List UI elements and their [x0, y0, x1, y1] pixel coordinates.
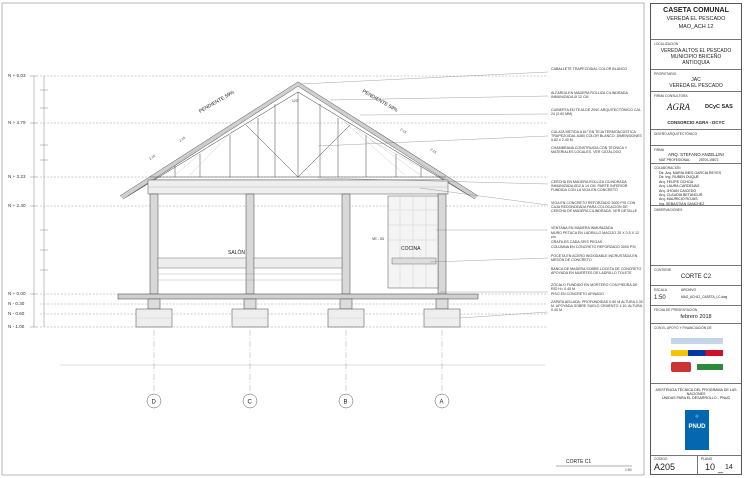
- contiene-label: CONTIENE: [654, 268, 672, 272]
- project-place: VEREDA EL PESCADO: [666, 16, 726, 22]
- tb-contiene: [651, 266, 741, 286]
- bench-right: [254, 258, 342, 268]
- bench-left: [158, 258, 246, 268]
- fecha-label: FECHA DE PRESENTACIÓN: [654, 308, 698, 312]
- consorcio: CONSORCIO AGRA - DCYC: [667, 120, 725, 125]
- vertical-dimension-chains: [30, 76, 48, 327]
- localizacion-line: ANTIOQUIA: [682, 60, 710, 66]
- tb-observaciones: [651, 206, 741, 266]
- note: CUBIERTA EN TEJA DE ZINC ARQUITECTÓNICO CAL 24 (0.60 MM): [551, 108, 641, 117]
- pnud-logo: [685, 410, 709, 450]
- tb-firma: [651, 146, 741, 164]
- level-3-23: N + 3.23: [8, 174, 26, 179]
- mat-number: 25700-15872: [699, 158, 719, 162]
- project-title: CASETA COMUNAL: [663, 7, 729, 14]
- level-lines: [40, 76, 548, 327]
- title-block: [650, 3, 742, 475]
- observaciones-label: OBSERVACIONES: [654, 208, 683, 212]
- archivo-value: MAO_ACH12_CASETA_LC.dwg: [681, 295, 728, 299]
- propietario-label: PROPIETARIO: [654, 72, 677, 76]
- note: CULATA METIDA A 61° EN TEJA TERMOACÚSTICA TRAPEZOIDAL A360 COLOR BLANCO. DIMENSIONES 0.82 x 2.40 M: [551, 130, 642, 143]
- colaboracion-label: COLABORACIÓN: [654, 166, 681, 170]
- pnud-text: PNUD: [688, 424, 706, 430]
- colaborador: Dir. Ing. RUBEN DUQUE: [659, 175, 699, 180]
- axis-d: D: [151, 399, 156, 406]
- level-0-00: N + 0.00: [8, 291, 26, 296]
- colaborador: Arq. CLAUDIA BETANCUR: [659, 193, 703, 198]
- roof-angle: 120°: [292, 99, 300, 103]
- level-4-79: N + 4.79: [8, 120, 26, 125]
- sponsor-logo: [671, 338, 723, 344]
- mat-label: MAT PROFESIONAL: [659, 158, 691, 162]
- ve-tag: VE - 03: [372, 237, 384, 241]
- pendiente-left: PENDIENTE 59%: [198, 89, 236, 115]
- note: VENTANA EN MADERA INMUNIZADA: [551, 226, 614, 230]
- sponsor-logo: [671, 362, 691, 372]
- tb-codigo-plano: CODIGO A205 PLANO 10 _ 14: [654, 457, 733, 473]
- colaborador: Arq. FELIPE OCHOA: [659, 179, 694, 184]
- codigo-label: CODIGO: [654, 457, 668, 461]
- sponsor-logo: [671, 350, 723, 356]
- note: VIGA EN CONCRETO REFORZADO 3000 PSI CON CAJA REDONDEADA PARA COLOCACIÓN DE CERCHA DE MADERA CILINDRADA. VER DETALLE: [551, 201, 638, 214]
- note: PISO EN CONCRETO AFINADO: [551, 292, 604, 296]
- tb-diseno: [651, 130, 741, 146]
- consultora-label: FIRMA CONSULTORA: [654, 94, 688, 98]
- plano-value: 10: [705, 462, 716, 472]
- codigo-value: A205: [654, 462, 676, 472]
- section-scale-mark: 1:50: [625, 468, 632, 472]
- colaborador: Dir. Arq. MARIA INES GARCIA REYES: [659, 171, 722, 175]
- axis-bubbles: [147, 394, 449, 408]
- escala-label: ESCALA: [654, 288, 668, 292]
- kitchen-counter: [392, 258, 436, 264]
- note: ZÓCALO FUNDIDO EN MORTERO CON PIEDRA DE RÍO H= 0.40 M: [551, 283, 638, 292]
- fecha-value: febrero 2018: [680, 314, 712, 320]
- localizacion-line: MUNICIPIO BRICEÑO: [670, 54, 722, 60]
- axis-a: A: [439, 399, 444, 406]
- tb-propietario: [651, 70, 741, 92]
- un-emblem-icon: ◎: [695, 414, 699, 418]
- pendiente-right: PENDIENTE 59%: [361, 88, 399, 114]
- note: CERCHA EN MADERA ROLLIZA CILINDRADA INMUNIZADA Ø12 A 14 CM. PARTE INFERIOR FUNDIDA CON LA VIGA EN CONCRETO: [551, 180, 628, 193]
- note: MURO PETACA EN LADRILLO MACIZO 25 X 0.5 X 12 cm.: [551, 231, 640, 240]
- plano-total: 14: [725, 464, 733, 471]
- tb-consultora: [651, 92, 741, 130]
- note: ALFARDA EN MADERA ROLLIZA CILINDRADA INMUNIZADA Ø 12 CM: [551, 91, 628, 100]
- section-title: CORTE C1: [566, 459, 592, 465]
- project-code: MAO_ACH 12: [678, 24, 714, 30]
- level-6-03: N + 6.03: [8, 73, 26, 78]
- room-cocina: COCINA: [401, 246, 421, 252]
- tb-colaboracion: [651, 164, 741, 206]
- agra-logo: AGRA: [667, 102, 690, 112]
- roof-dim: 2.15: [429, 147, 438, 155]
- propietario-line: JAC: [691, 77, 701, 83]
- tb-asistencia: [651, 384, 741, 456]
- propietario-line: VEREDA EL PESCADO: [669, 83, 723, 89]
- tb-header: [651, 4, 741, 40]
- note: POCETA EN ACERO INOXIDABLE INCRUSTADA EN MESÓN DE CONCRETO: [551, 254, 638, 263]
- dcyc-logo: DCyC SAS: [705, 104, 733, 110]
- note: BANCA DE MADERA SOBRE LOCETA DE CONCRETO APOYADA EN MUERTES DE LADRILLO TOLETE: [551, 267, 642, 276]
- asistencia-line: ASISTENCIA TÉCNICA DEL PROGRAMA DE LAS: [655, 388, 737, 392]
- contiene-value: CORTE C2: [680, 274, 712, 280]
- diseno-label: DISEÑO ARQUITECTÓNICO: [654, 132, 698, 136]
- colaborador: Arq. LAURA CARDENAS: [659, 184, 700, 189]
- asistencia-line: NACIONES: [686, 392, 706, 396]
- archivo-label: ARCHIVO: [681, 288, 697, 292]
- colaborador: Arq. MAURICIO ROJAS: [659, 197, 698, 202]
- colaborador: Ing. SEBASTIAN SANCHEZ: [659, 201, 705, 206]
- axis-b: B: [343, 399, 348, 406]
- axis-lines: [154, 330, 442, 393]
- level-minus-0-60: N - 0.60: [8, 311, 25, 316]
- note: ZAPATA AISLADA: PROFUNDIDAD 0.60 M ALTURA 0.30 M. APOYADA SOBRE SUELO CEMENTO 1:10. ALTURA 0.40 M: [551, 300, 643, 313]
- floor-slab: [118, 294, 478, 299]
- note: COLUMNA EN CONCRETO REFORZADO 3000 PSI: [551, 245, 636, 249]
- sponsor-logo: [697, 364, 723, 370]
- firma-label: FIRMA: [654, 148, 665, 152]
- architect-name: ARQ. STEFANO ANZELLINI: [668, 152, 724, 157]
- truss: [150, 92, 446, 180]
- tb-localizacion: [651, 40, 741, 70]
- plano-label: PLANO: [701, 457, 713, 461]
- colaborador: Arq. JHOAN CAICEDO: [659, 188, 697, 193]
- note: GRAFILES CADA SEIS PEGAS: [551, 240, 603, 244]
- footings: [136, 299, 460, 327]
- level-minus-0-30: N - 0.30: [8, 301, 25, 306]
- note: CABALLETE TRAPEZOIDAL COLOR BLANCO: [551, 67, 628, 71]
- roof-dim: 2.15: [148, 153, 157, 161]
- tb-fecha: [651, 306, 741, 324]
- tb-apoyo: [651, 324, 741, 384]
- tb-escala-archivo: [651, 286, 741, 306]
- localizacion-line: VEREDA ALTOS EL PESCADO: [660, 48, 732, 54]
- room-salon: SALÓN: [228, 250, 245, 256]
- roof-dim: 2.15: [399, 127, 408, 135]
- axis-c: C: [247, 399, 252, 406]
- escala-value: 1:50: [654, 295, 666, 301]
- note: CHAMBRANA CONSTRUIDA CON TÉCNICA Y MATERIALES LOCALES. VER CATÁLOGO: [551, 146, 628, 155]
- level-2-40: N + 2.40: [8, 203, 26, 208]
- level-minus-1-00: N - 1.00: [8, 324, 25, 329]
- roof-dim: 2.15: [178, 135, 187, 143]
- localizacion-label: LOCALIZACION: [654, 42, 679, 46]
- apoyo-label: CON EL APOYO Y FINANCIACIÓN DE: [654, 326, 712, 330]
- asistencia-line: UNIDAS PARA EL DESARROLLO - PNUD: [661, 396, 731, 400]
